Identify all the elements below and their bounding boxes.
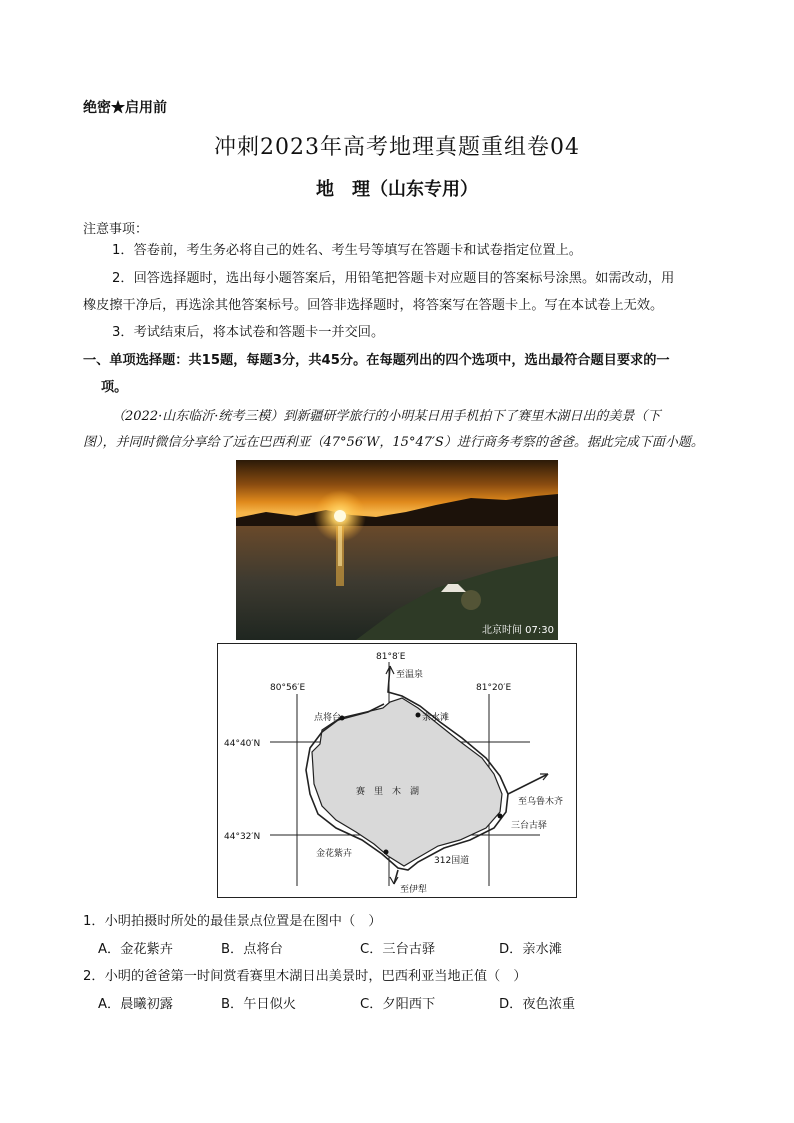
section-heading: 一、单项选择题：共15题，每题3分，共45分。在每题列出的四个选项中，选出最符合题目要求的一 xyxy=(83,353,670,368)
note-item-2-line-2: 橡皮擦干净后，再选涂其他答案标号。回答非选择题时，将答案写在答题卡上。写在本试卷上无效。 xyxy=(83,298,664,313)
question-1-option-d[interactable]: D．亲水滩 xyxy=(499,942,562,957)
question-2-option-c[interactable]: C．夕阳西下 xyxy=(360,997,436,1012)
question-1-option-c[interactable]: C．三台古驿 xyxy=(360,942,436,957)
question-1-option-a[interactable]: A．金花紫卉 xyxy=(98,942,173,957)
context-line-2: 图），并同时微信分享给了远在巴西利亚（47°56′W，15°47′S）进行商务考察的爸爸。据此完成下面小题。 xyxy=(83,435,704,450)
question-1-stem: 1．小明拍摄时所处的最佳景点位置是在图中（ ） xyxy=(83,914,382,929)
label-jinhuazihui: 金花紫卉 xyxy=(316,849,353,859)
sayram-lake-map xyxy=(217,643,577,898)
lake-shape xyxy=(312,698,502,866)
sunrise-photo xyxy=(236,460,558,640)
question-2-option-b[interactable]: B．午日似火 xyxy=(221,997,296,1012)
note-item-3: 3．考试结束后，将本试卷和答题卡一并交回。 xyxy=(112,325,385,340)
label-to-wenquan: 至温泉 xyxy=(396,670,424,680)
section-heading-cont: 项。 xyxy=(101,380,128,395)
question-2-stem: 2．小明的爸爸第一时间赏看赛里木湖日出美景时，巴西利亚当地正值（ ） xyxy=(83,969,527,984)
question-2-option-a[interactable]: A．晨曦初露 xyxy=(98,997,173,1012)
question-1-option-b[interactable]: B．点将台 xyxy=(221,942,283,957)
label-to-urumqi: 至乌鲁木齐 xyxy=(518,797,564,807)
note-item-2-line-1: 2．回答选择题时，选出每小题答案后，用铅笔把答题卡对应题目的答案标号涂黑。如需改动，用 xyxy=(112,271,675,286)
exam-title: 冲刺2023年高考地理真题重组卷04 xyxy=(214,135,580,160)
point-jinhuazihui xyxy=(384,850,389,855)
label-lat-south: 44°32′N xyxy=(224,832,261,842)
label-lat-north: 44°40′N xyxy=(224,739,261,749)
road-to-urumqi xyxy=(508,774,548,794)
label-dianjiangtai: 点将台 xyxy=(314,713,342,723)
point-qinshuitan xyxy=(416,713,421,718)
label-lon-east: 81°20′E xyxy=(476,683,512,693)
notes-heading: 注意事项： xyxy=(83,222,149,237)
label-to-yili: 至伊犁 xyxy=(400,885,428,895)
context-line-1: （2022·山东临沂·统考三模）到新疆研学旅行的小明某日用手机拍下了赛里木湖日出的美景（下 xyxy=(112,409,661,424)
label-lake-name: 赛 里 木 湖 xyxy=(356,787,420,797)
arrow-south-icon xyxy=(390,877,398,884)
label-qinshuitan: 亲水滩 xyxy=(422,713,450,723)
photo-timestamp: 北京时间 07:30 xyxy=(482,625,554,636)
label-lon-west: 80°56′E xyxy=(270,683,306,693)
question-2-option-d[interactable]: D．夜色浓重 xyxy=(499,997,576,1012)
confidential-label: 绝密★启用前 xyxy=(83,100,167,116)
exam-subtitle: 地 理（山东专用） xyxy=(316,179,478,200)
note-item-1: 1．答卷前，考生务必将自己的姓名、考生号等填写在答题卡和试卷指定位置上。 xyxy=(112,243,582,258)
label-lon-center: 81°8′E xyxy=(376,652,406,662)
label-road-312: 312国道 xyxy=(434,856,470,866)
label-santaiguyi: 三台古驿 xyxy=(511,821,548,831)
point-santaiguyi xyxy=(498,814,503,819)
